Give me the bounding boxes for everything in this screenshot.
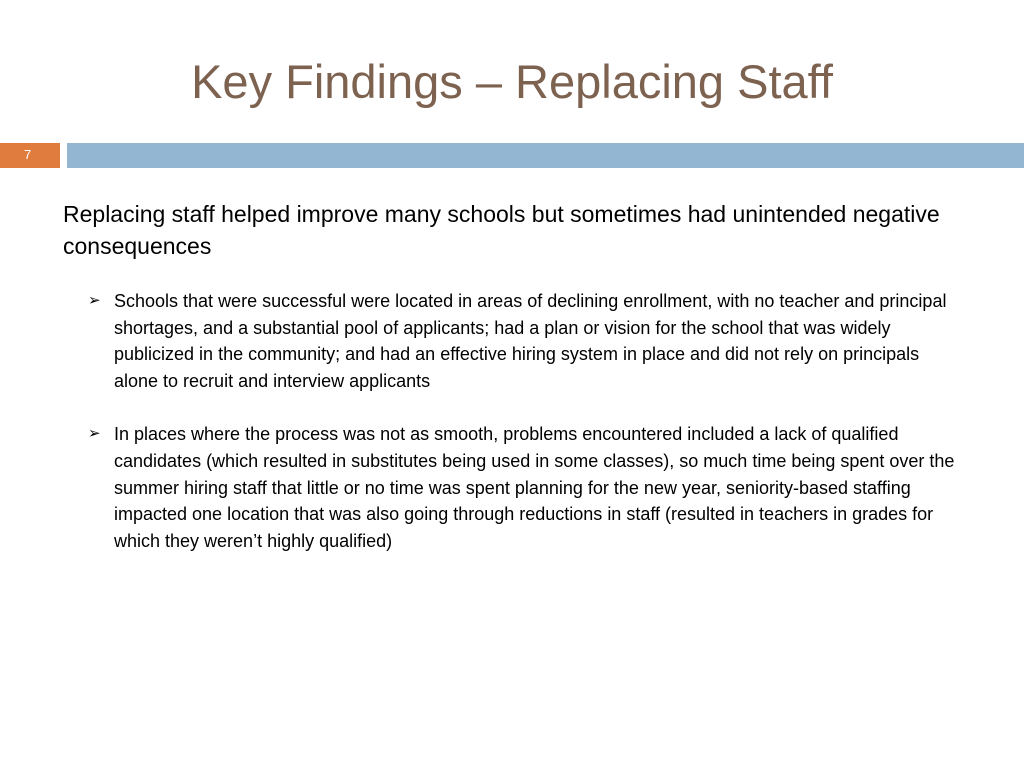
bullet-list [88, 288, 958, 581]
bullet-text: Schools that were successful were located in areas of declining enrollment, with no teacher and principal shortages, and a substantial pool of applicants; had a plan or vision for the school that was widely publicized in the community; and had an effective hiring system in place and did not rely on principals alone to recruit and interview applicants [114, 291, 947, 391]
arrow-bullet-icon: ➢ [88, 292, 101, 309]
bullet-item [88, 288, 958, 394]
slide-title: Key Findings – Replacing Staff [191, 55, 833, 108]
bullet-text: In places where the process was not as smooth, problems encountered included a lack of qualified candidates (which resulted in substitutes being used in some classes), so much time being spent over the summer hiring staff that little or no time was spent planning for the new year, seniority-based staffing impacted one location that was also going through reductions in staff (resulted in teachers in grades for which they weren’t highly qualified) [114, 424, 955, 551]
lead-text: Replacing staff helped improve many schools but sometimes had unintended negative consequences [63, 201, 940, 259]
slide-number: 7 [0, 143, 60, 168]
bullet-item [88, 421, 958, 554]
arrow-bullet-icon: ➢ [88, 425, 101, 443]
header-bar [67, 143, 1024, 168]
